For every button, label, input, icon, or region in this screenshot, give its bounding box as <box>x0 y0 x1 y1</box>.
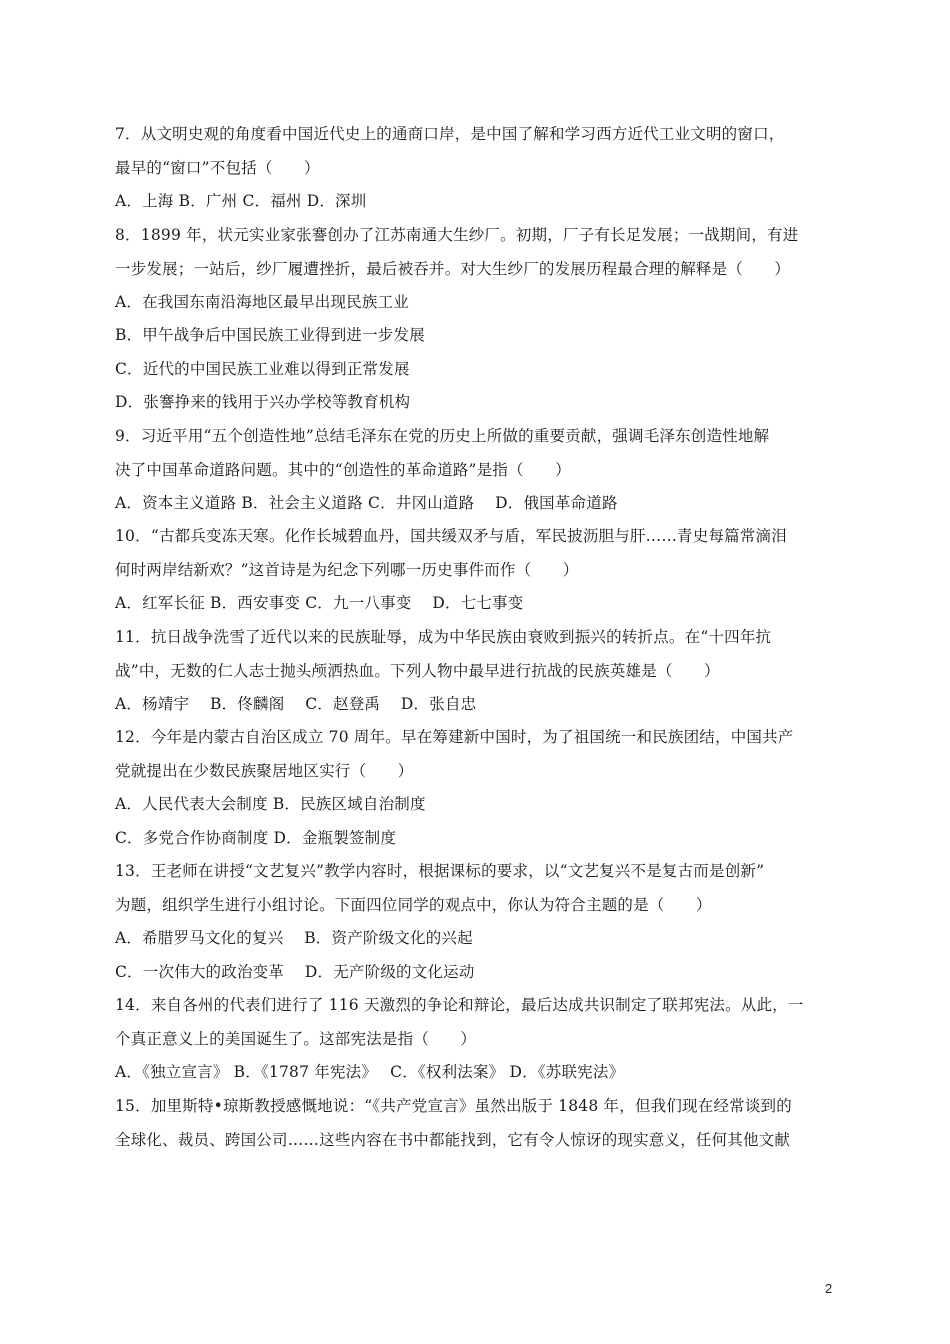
answer-options-line: A．资本主义道路 B．社会主义道路 C．井冈山道路 D．俄国革命道路 <box>115 493 618 512</box>
question-stem-line: 9．习近平用“五个创造性地”总结毛泽东在党的历史上所做的重要贡献，强调毛泽东创造性地解 <box>115 426 770 445</box>
question-block <box>115 627 837 714</box>
page-number: 2 <box>825 1281 833 1296</box>
question-block <box>115 426 837 513</box>
answer-options-line: A．杨靖宇 B．佟麟阁 C．赵登禹 D．张自忠 <box>115 694 477 713</box>
answer-options-line: C．多党合作协商制度 D．金瓶製签制度 <box>115 828 397 847</box>
question-stem-line: 战”中，无数的仁人志士抛头颅洒热血。下列人物中最早进行抗战的民族英雄是（ ） <box>115 661 720 680</box>
question-block <box>115 526 837 613</box>
question-stem-line: 党就提出在少数民族聚居地区实行（ ） <box>115 762 414 780</box>
question-stem-line: 12．今年是内蒙古自治区成立 70 周年。早在筹建新中国时，为了祖国统一和民族团结，中国共产 <box>115 728 794 746</box>
question-block <box>115 995 837 1082</box>
answer-options-line: A．红军长征 B．西安事变 C．九一八事变 D．七七事变 <box>115 594 524 612</box>
question-stem-line: 11．抗日战争洗雪了近代以来的民族耻辱，成为中华民族由衰败到振兴的转折点。在“十四年抗 <box>115 627 772 646</box>
question-stem-line: 7．从文明史观的角度看中国近代史上的通商口岸，是中国了解和学习西方近代工业文明的窗口， <box>115 125 785 143</box>
question-block <box>115 727 837 848</box>
question-block <box>115 1096 837 1150</box>
question-stem-line: 13．王老师在讲授“文艺复兴”教学内容时，根据课标的要求，以“文艺复兴不是复古而是创新” <box>115 862 765 880</box>
question-block <box>115 225 837 413</box>
answer-options-line: C．一次伟大的政治变革 D．无产阶级的文化运动 <box>115 962 475 981</box>
answer-options-line: D．张謇挣来的钱用于兴办学校等教育机构 <box>115 393 411 411</box>
question-block <box>115 124 837 211</box>
answer-options-line: C．近代的中国民族工业难以得到正常发展 <box>115 359 410 378</box>
answer-options-line: A．上海 B．广州 C．福州 D．深圳 <box>115 192 367 210</box>
answer-options-line: A．在我国东南沿海地区最早出现民族工业 <box>115 292 409 311</box>
question-list <box>115 124 837 1163</box>
question-stem-line: 决了中国革命道路问题。其中的“创造性的革命道路”是指（ ） <box>115 460 571 479</box>
question-stem-line: 何时两岸结新欢？”这首诗是为纪念下列哪一历史事件而作（ ） <box>115 561 579 579</box>
answer-options-line: A．希腊罗马文化的复兴 B．资产阶级文化的兴起 <box>115 929 473 947</box>
question-stem-line: 为题，组织学生进行小组讨论。下面四位同学的观点中，你认为符合主题的是（ ） <box>115 896 712 914</box>
question-stem-line: 15．加里斯特•琼斯教授感慨地说：“《共产党宣言》虽然出版于 1848 年，但我们现在经常谈到的 <box>115 1096 792 1115</box>
question-stem-line: 个真正意义上的美国诞生了。这部宪法是指（ ） <box>115 1030 477 1048</box>
question-stem-line: 一步发展；一站后，纱厂履遭挫折，最后被吞并。对大生纱厂的发展历程最合理的解释是（ ） <box>115 259 791 278</box>
answer-options-line: A．《独立宣言》 B．《1787 年宪法》 C．《权利法案》 D．《苏联宪法》 <box>115 1063 625 1081</box>
question-stem-line: 8．1899 年，状元实业家张謇创办了江苏南通大生纱厂。初期，厂子有长足发展；一战期间，有进 <box>115 225 799 244</box>
answer-options-line: A．人民代表大会制度 B．民族区域自治制度 <box>115 795 426 813</box>
question-stem-line: 最早的“窗口”不包括（ ） <box>115 159 320 177</box>
question-block <box>115 861 837 982</box>
question-stem-line: 14．来自各州的代表们进行了 116 天激烈的争论和辩论，最后达成共识制定了联邦宪法。从此，一 <box>115 996 804 1014</box>
answer-options-line: B．甲午战争后中国民族工业得到进一步发展 <box>115 326 425 344</box>
question-stem-line: 全球化、裁员、跨国公司……这些内容在书中都能找到，它有令人惊讶的现实意义，任何其他文献 <box>115 1130 791 1149</box>
question-stem-line: 10．“古都兵变冻天寒。化作长城碧血丹，国共缓双矛与盾，军民披沥胆与肝……青史每篇常滴泪 <box>115 527 787 545</box>
